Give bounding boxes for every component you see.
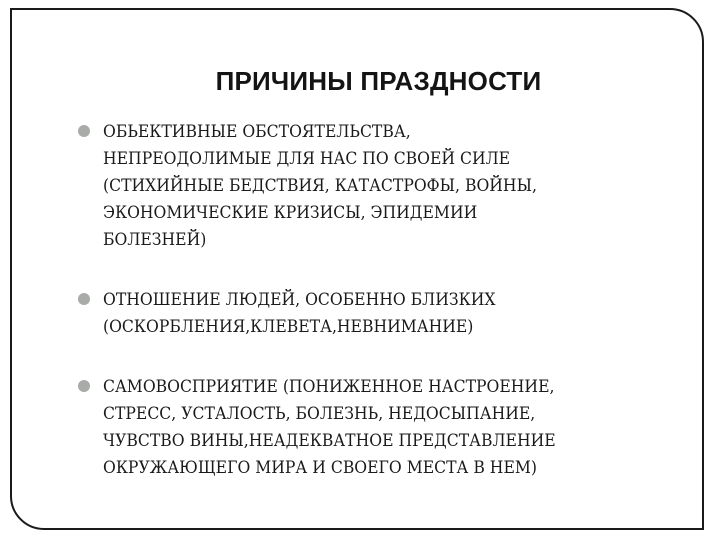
bullet-dot-icon (78, 293, 90, 305)
bullet-dot-icon (78, 125, 90, 137)
bullet-text (103, 374, 678, 482)
bullet-line: САМОВОСПРИЯТИЕ (ПОНИЖЕННОЕ НАСТРОЕНИЕ, (103, 377, 555, 397)
bullet-text (103, 287, 678, 341)
bullet-line: БОЛЕЗНЕЙ) (103, 230, 207, 250)
bullet-line: ЧУВСТВО ВИНЫ,НЕАДЕКВАТНОЕ ПРЕДСТАВЛЕНИЕ (103, 431, 556, 451)
bullet-line: ОБЬЕКТИВНЫЕ ОБСТОЯТЕЛЬСТВА, (103, 122, 411, 142)
bullet-line: ОТНОШЕНИЕ ЛЮДЕЙ, ОСОБЕННО БЛИЗКИХ (103, 290, 496, 310)
bullet-text (103, 119, 678, 254)
bullet-line: ЭКОНОМИЧЕСКИЕ КРИЗИСЫ, ЭПИДЕМИИ (103, 203, 478, 223)
bullet-dot-icon (78, 380, 90, 392)
bullet-line: СТРЕСС, УСТАЛОСТЬ, БОЛЕЗНЬ, НЕДОСЫПАНИЕ, (103, 404, 536, 424)
bullet-line: (СТИХИЙНЫЕ БЕДСТВИЯ, КАТАСТРОФЫ, ВОЙНЫ, (103, 176, 537, 196)
bullet-line: (ОСКОРБЛЕНИЯ,КЛЕВЕТА,НЕВНИМАНИЕ) (103, 317, 474, 337)
slide-title: ПРИЧИНЫ ПРАЗДНОСТИ (215, 66, 542, 96)
bullet-line: ОКРУЖАЮЩЕГО МИРА И СВОЕГО МЕСТА В НЕМ) (103, 458, 537, 478)
bullet-line: НЕПРЕОДОЛИМЫЕ ДЛЯ НАС ПО СВОЕЙ СИЛЕ (103, 149, 511, 169)
